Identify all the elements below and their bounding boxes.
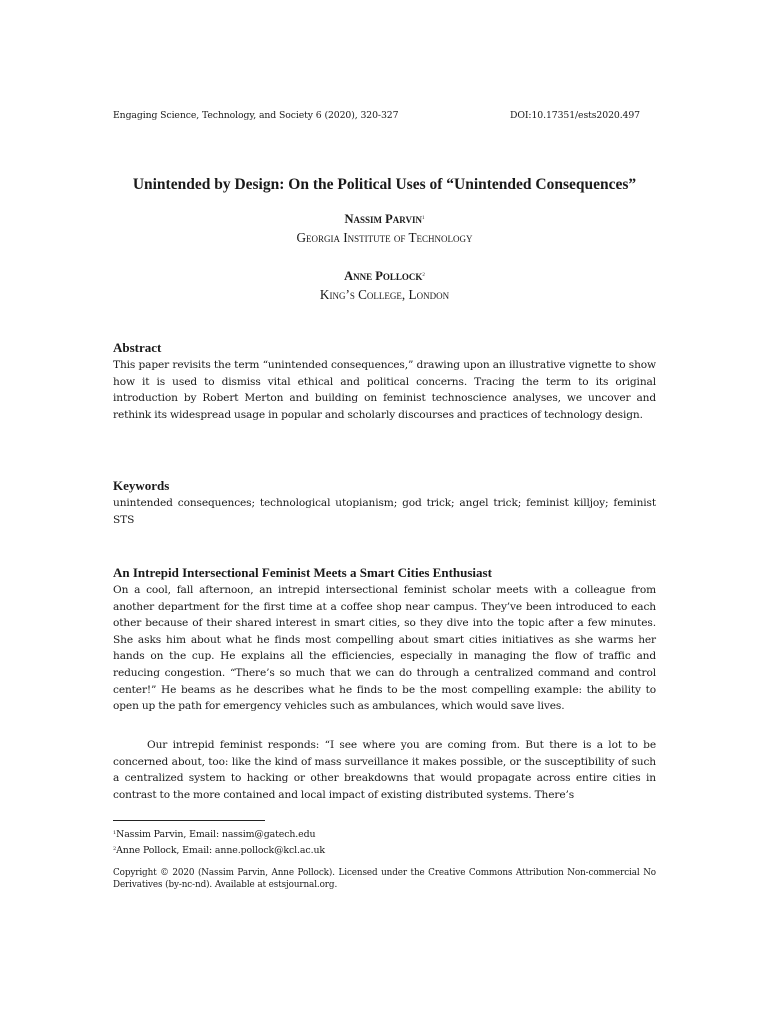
footnote-1: $^1$Nassim Parvin, Email: nassim@gatech.edu — [113, 829, 316, 840]
journal-citation: Engaging Science, Technology, and Society 6 (2020), 320-327 — [113, 110, 399, 121]
footnotes — [113, 826, 325, 858]
body-paragraph-1: On a cool, fall afternoon, an intrepid intersectional feminist scholar meets with a colleague from another department for the first time at a coffee shop near campus. They’ve been introduced to each other because of their shared interest in smart cities, so they dive into the topic after a few minutes. She asks him about what he finds most compelling about smart cities initiatives as she warms her hands on the cup. He explains all the efficiencies, especially in managing the flow of traffic and reducing congestion. “There’s so much that we can do through a centralized command and control center!” He beams as he describes what he finds to be the most compelling example: the ability to open up the path for emergency vehicles such as ambulances, which would save lives. — [113, 584, 656, 713]
body-paragraph-2: Our intrepid feminist responds: “I see where you are coming from. But there is a lot to be concerned about, too: like the kind of mass surveillance it makes possible, or the susceptibility of such a centralized system to hacking or other breakdowns that would propagate across entire cities in contrast to the more contained and local impact of existing distributed systems. There’s — [113, 739, 656, 801]
abstract-text: This paper revisits the term “unintended consequences,” drawing upon an illustrative vignette to show how it is used to dismiss vital ethical and political concerns. Tracing the term to its original introduction by Robert Merton and building on feminist technoscience analyses, we uncover and rethink its widespread usage in popular and scholarly discourses and practices of technology design. — [113, 359, 656, 421]
author-block-2 — [113, 268, 656, 303]
author-name: Anne Pollock$^2$ — [344, 269, 425, 283]
author-name: Nassim Parvin$^1$ — [344, 212, 425, 226]
keywords-text: unintended consequences; technological utopianism; god trick; angel trick; feminist killjoy; feminist STS — [113, 497, 656, 526]
paper-page — [113, 0, 656, 1024]
keywords-heading: Keywords — [113, 478, 170, 493]
author-affiliation: Georgia Institute of Technology — [296, 230, 473, 245]
footnote-marker: 1 — [421, 216, 425, 221]
section-heading: An Intrepid Intersectional Feminist Meets a Smart Cities Enthusiast — [113, 565, 492, 580]
copyright-notice: Copyright © 2020 (Nassim Parvin, Anne Pollock). Licensed under the Creative Commons Attribution Non-commercial No Derivatives (by-nc-nd). Available at estsjournal.org. — [113, 868, 656, 890]
abstract-heading: Abstract — [113, 340, 162, 355]
author-affiliation: King’s College, London — [319, 287, 450, 302]
footnote-marker: 2 — [422, 273, 425, 278]
doi: DOI:10.17351/ests2020.497 — [509, 110, 640, 121]
footnote-divider — [113, 820, 265, 821]
author-block-1 — [113, 211, 656, 246]
paper-title: Unintended by Design: On the Political Uses of “Unintended Consequences” — [132, 176, 637, 193]
footnote-2: $^2$Anne Pollock, Email: anne.pollock@kcl.ac.uk — [113, 845, 325, 856]
